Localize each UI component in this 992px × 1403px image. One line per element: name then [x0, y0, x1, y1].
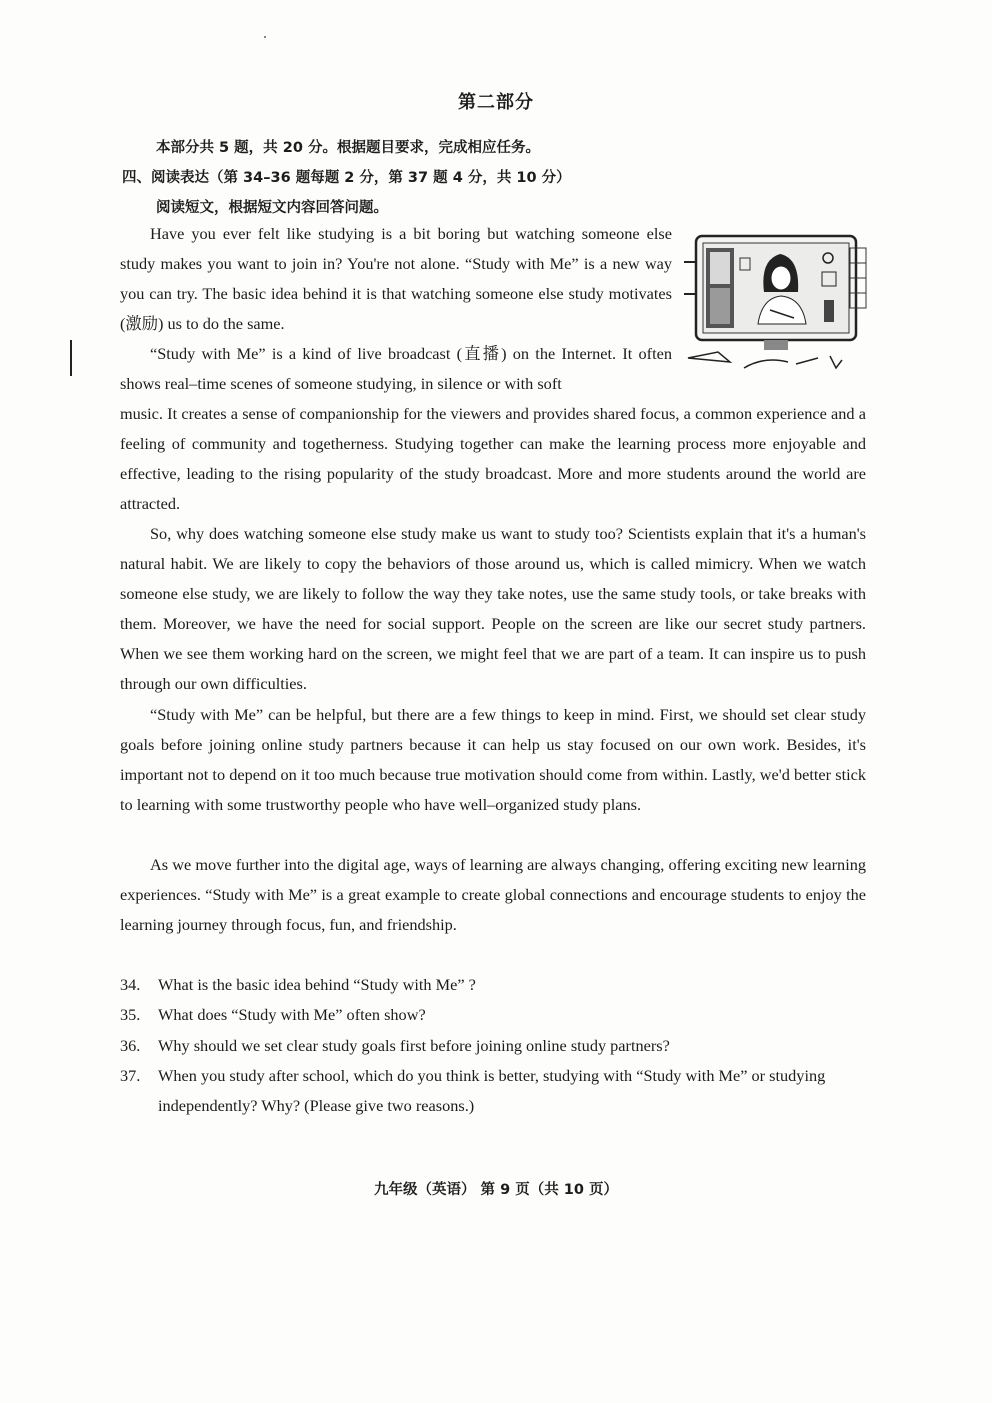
passage-paragraph-1: Have you ever felt like studying is a bit boring but watching someone else study makes you want to join in? You're not alone. “Study with Me” is a new way you can try. The basic idea behind it is that watching someone else study motivates (激励) us to do the same.: [120, 224, 672, 333]
question-text: What does “Study with Me” often show?: [158, 1005, 426, 1024]
passage-paragraph-5: As we move further into the digital age, ways of learning are always changing, offering exciting new learning experiences. “Study with Me” is a great example to create global connections and encourage students to enjoy the learning journey through focus, fun, and friendship.: [120, 855, 866, 934]
passage-paragraph-2-start: “Study with Me” is a kind of live broadcast (直播) on the Internet. It often shows real–time scenes of someone studying, in silence or with soft: [120, 344, 672, 393]
question-number: 37.: [120, 1066, 141, 1085]
margin-mark: [70, 340, 72, 376]
section-title: 第二部分: [458, 92, 534, 113]
page-footer: 九年级（英语） 第 9 页（共 10 页）: [373, 1182, 618, 1198]
girl-studying-on-screen-icon: [684, 228, 868, 374]
question-number: 36.: [120, 1036, 141, 1055]
question-35: [120, 1000, 866, 1030]
passage-paragraph-3: So, why does watching someone else study make us want to study too? Scientists explain that it's a human's natural habit. We are likely to copy the behaviors of those around us, which is called mimicry. When we watch someone else study, we are likely to follow the way they take notes, use the same study tools, or take breaks with them. Moreover, we have the need for social support. People on the screen are like our secret study partners. When we see them working hard on the screen, we might feel that we are part of a team. It can inspire us to push through our own difficulties.: [120, 524, 866, 693]
question-37: [120, 1061, 866, 1121]
instruction-line-2: 四、阅读表达（第 34–36 题每题 2 分，第 37 题 4 分，共 10 分）: [122, 170, 571, 186]
scan-speck: [264, 36, 266, 38]
question-number: 34.: [120, 975, 141, 994]
question-34: [120, 970, 866, 1000]
instruction-line-3: 阅读短文，根据短文内容回答问题。: [156, 200, 388, 216]
question-text: When you study after school, which do you think is better, studying with “Study with Me” or studying independently? Why? (Please give two reasons.): [158, 1066, 826, 1115]
question-text: What is the basic idea behind “Study with Me” ?: [158, 975, 476, 994]
question-36: [120, 1031, 866, 1061]
passage-paragraph-4: “Study with Me” can be helpful, but there are a few things to keep in mind. First, we should set clear study goals before joining online study partners because it can help us stay focused on our own work. Besides, it's important not to depend on it too much because true motivation should come from within. Lastly, we'd better stick to learning with some trustworthy people who have well–organized study plans.: [120, 705, 866, 814]
instruction-line-1: 本部分共 5 题，共 20 分。根据题目要求，完成相应任务。: [156, 140, 540, 156]
question-text: Why should we set clear study goals first before joining online study partners?: [158, 1036, 670, 1055]
passage-paragraph-2-end: music. It creates a sense of companionship for the viewers and provides shared focus, a common experience and a feeling of community and togetherness. Studying together can make the learning process more enjoyable and effective, leading to the rising popularity of the study broadcast. More and more students around the world are attracted.: [120, 404, 866, 513]
question-number: 35.: [120, 1005, 141, 1024]
